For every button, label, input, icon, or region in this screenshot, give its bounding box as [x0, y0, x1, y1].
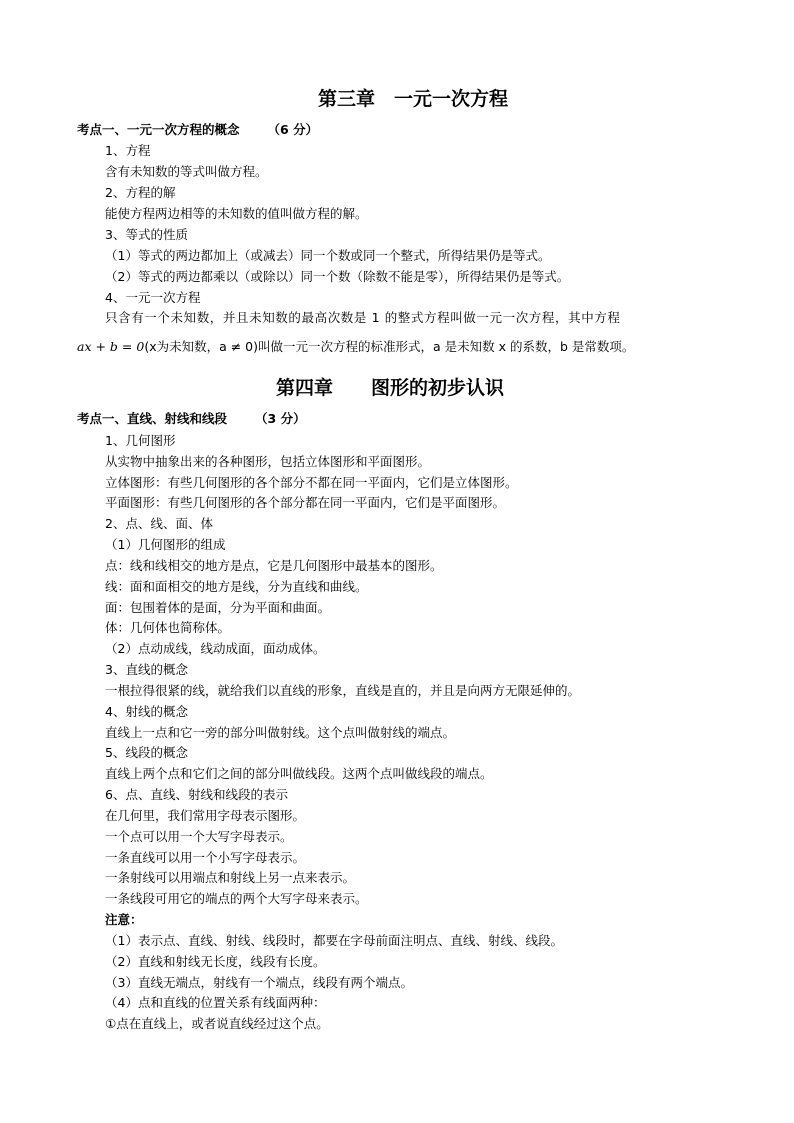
ch4-line-3: 立体图形：有些几何图形的各个部分不都在同一平面内，它们是立体图形。: [105, 475, 518, 490]
ch4-line-8: 线：面和面相交的地方是线，分为直线和曲线。: [105, 579, 368, 594]
ch4-line-7: 点：线和线相交的地方是点，它是几何图形中最基本的图形。: [105, 558, 443, 573]
ch3-line-7: （2）等式的两边都乘以（或除以）同一个数（除数不能是零），所得结果仍是等式。: [105, 269, 570, 284]
ch4-line-12: 3、直线的概念: [105, 662, 188, 677]
standard-form-description: (x为未知数，a ≠ 0)叫做一元一次方程的标准形式，a 是未知数 x 的系数，b 是常数项。: [144, 339, 635, 354]
ch4-line-9: 面：包围着体的是面，分为平面和曲面。: [105, 600, 331, 615]
ch4-line-2: 从实物中抽象出来的各种图形，包括立体图形和平面图形。: [105, 454, 431, 469]
note-heading: 注意：: [105, 912, 143, 927]
ch3-line-3: 2、方程的解: [105, 185, 176, 200]
ch4-line-23: 一条线段可用它的端点的两个大写字母来表示。: [105, 891, 368, 906]
standard-form-formula: ax + b = 0: [77, 339, 145, 354]
ch4-line-20: 一个点可以用一个大写字母表示。: [105, 829, 293, 844]
ch3-formula-line: [77, 339, 634, 355]
ch4-line-25: （1）表示点、直线、射线、线段时，都要在字母前面注明点、直线、射线、线段。: [105, 933, 563, 948]
ch3-line-9: 只含有一个未知数，并且未知数的最高次数是 1 的整式方程叫做一元一次方程，其中方程: [105, 310, 621, 325]
ch4-line-15: 直线上一点和它一旁的部分叫做射线。这个点叫做射线的端点。: [105, 725, 456, 740]
ch4-line-4: 平面图形：有些几何图形的各个部分都在同一平面内，它们是平面图形。: [105, 495, 506, 510]
ch4-line-13: 一根拉得很紧的线，就给我们以直线的形象，直线是直的，并且是向两方无限延伸的。: [105, 683, 581, 698]
chapter-3-title: 第三章 一元一次方程: [318, 88, 509, 110]
ch4-line-6: （1）几何图形的组成: [105, 537, 226, 552]
ch3-line-6: （1）等式的两边都加上（或减去）同一个数或同一个整式，所得结果仍是等式。: [105, 248, 551, 263]
ch3-line-5: 3、等式的性质: [105, 227, 188, 242]
kaodian-score: （3 分）: [255, 411, 306, 426]
ch3-line-1: 1、方程: [105, 143, 151, 158]
chapter-4-kaodian-heading: [77, 411, 306, 427]
ch4-line-27: （3）直线无端点，射线有一个端点，线段有两个端点。: [105, 975, 413, 990]
ch4-line-18: 6、点、直线、射线和线段的表示: [105, 787, 288, 802]
ch4-line-29: ①点在直线上，或者说直线经过这个点。: [105, 1016, 329, 1031]
ch4-line-16: 5、线段的概念: [105, 745, 188, 760]
ch3-line-4: 能使方程两边相等的未知数的值叫做方程的解。: [105, 206, 368, 221]
ch3-line-2: 含有未知数的等式叫做方程。: [105, 164, 268, 179]
chapter-3-kaodian-heading: [77, 122, 318, 138]
ch4-line-5: 2、点、线、面、体: [105, 516, 213, 531]
ch4-line-26: （2）直线和射线无长度，线段有长度。: [105, 954, 326, 969]
chapter-4-title: 第四章 图形的初步认识: [276, 377, 505, 399]
ch4-line-1: 1、几何图形: [105, 433, 176, 448]
ch4-line-14: 4、射线的概念: [105, 704, 188, 719]
kaodian-score: （6 分）: [267, 122, 319, 137]
ch4-line-22: 一条射线可以用端点和射线上另一点来表示。: [105, 870, 356, 885]
ch4-line-11: （2）点动成线，线动成面，面动成体。: [105, 641, 326, 656]
ch4-line-21: 一条直线可以用一个小写字母表示。: [105, 850, 306, 865]
ch4-line-10: 体：几何体也简称体。: [105, 620, 231, 635]
ch4-line-17: 直线上两个点和它们之间的部分叫做线段。这两个点叫做线段的端点。: [105, 766, 493, 781]
kaodian-title: 考点一、一元一次方程的概念: [77, 122, 240, 137]
ch4-line-19: 在几何里，我们常用字母表示图形。: [105, 808, 306, 823]
ch3-line-8: 4、一元一次方程: [105, 290, 201, 305]
kaodian-title: 考点一、直线、射线和线段: [77, 411, 228, 426]
ch4-line-28: （4）点和直线的位置关系有线面两种：: [105, 995, 326, 1010]
